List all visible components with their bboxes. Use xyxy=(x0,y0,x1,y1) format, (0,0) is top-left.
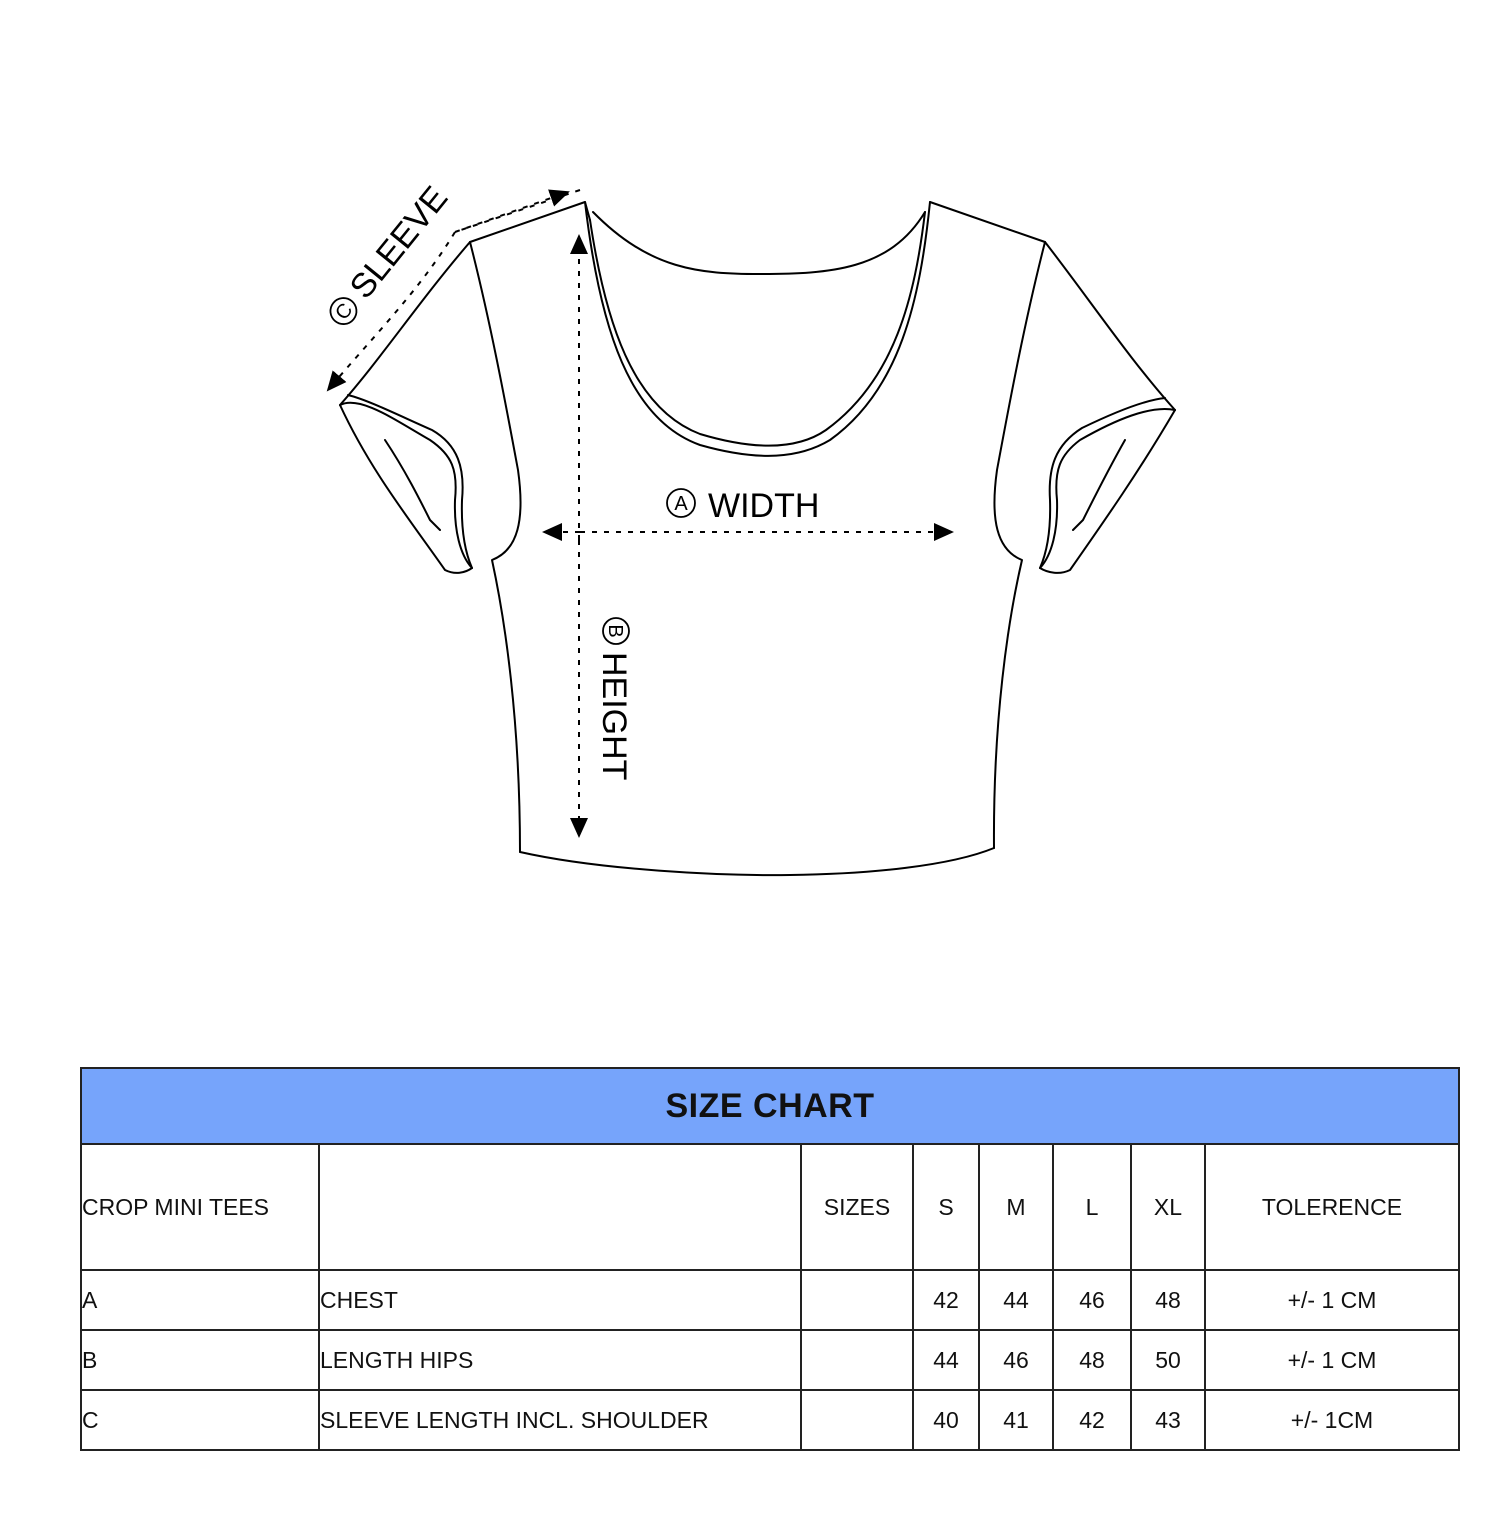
height-label-group xyxy=(595,618,633,780)
row-xl: 48 xyxy=(1131,1270,1205,1330)
row-m: 41 xyxy=(979,1390,1053,1450)
row-sizes xyxy=(801,1330,913,1390)
row-l: 42 xyxy=(1053,1390,1131,1450)
height-label: HEIGHT xyxy=(595,652,633,781)
row-tolerance: +/- 1 CM xyxy=(1205,1270,1459,1330)
row-tolerance: +/- 1CM xyxy=(1205,1390,1459,1450)
row-s: 40 xyxy=(913,1390,979,1450)
row-code: C xyxy=(81,1390,319,1450)
header-blank xyxy=(319,1144,801,1270)
table-header-row xyxy=(81,1144,1459,1270)
tshirt-outline xyxy=(340,202,1175,875)
row-s: 44 xyxy=(913,1330,979,1390)
header-l: L xyxy=(1053,1144,1131,1270)
width-marker: A xyxy=(674,493,688,515)
header-xl: XL xyxy=(1131,1144,1205,1270)
row-sizes xyxy=(801,1270,913,1330)
row-sizes xyxy=(801,1390,913,1450)
sleeve-label-group xyxy=(321,179,456,333)
row-l: 48 xyxy=(1053,1330,1131,1390)
row-description: LENGTH HIPS xyxy=(319,1330,801,1390)
row-code: B xyxy=(81,1330,319,1390)
header-s: S xyxy=(913,1144,979,1270)
table-row xyxy=(81,1390,1459,1450)
row-code: A xyxy=(81,1270,319,1330)
row-m: 46 xyxy=(979,1330,1053,1390)
table-row xyxy=(81,1330,1459,1390)
width-label-group xyxy=(667,487,819,525)
header-m: M xyxy=(979,1144,1053,1270)
width-label: WIDTH xyxy=(708,487,820,525)
row-xl: 50 xyxy=(1131,1330,1205,1390)
header-sizes: SIZES xyxy=(801,1144,913,1270)
sleeve-marker: C xyxy=(331,299,358,325)
header-tolerance: TOLERENCE xyxy=(1205,1144,1459,1270)
size-chart-table xyxy=(80,1067,1460,1451)
table-row xyxy=(81,1270,1459,1330)
row-tolerance: +/- 1 CM xyxy=(1205,1330,1459,1390)
size-chart-title: SIZE CHART xyxy=(81,1068,1459,1144)
row-m: 44 xyxy=(979,1270,1053,1330)
row-l: 46 xyxy=(1053,1270,1131,1330)
header-product: CROP MINI TEES xyxy=(81,1144,319,1270)
row-description: SLEEVE LENGTH INCL. SHOULDER xyxy=(319,1390,801,1450)
row-xl: 43 xyxy=(1131,1390,1205,1450)
sleeve-label: SLEEVE xyxy=(342,179,456,306)
row-description: CHEST xyxy=(319,1270,801,1330)
row-s: 42 xyxy=(913,1270,979,1330)
height-marker: B xyxy=(604,624,626,638)
